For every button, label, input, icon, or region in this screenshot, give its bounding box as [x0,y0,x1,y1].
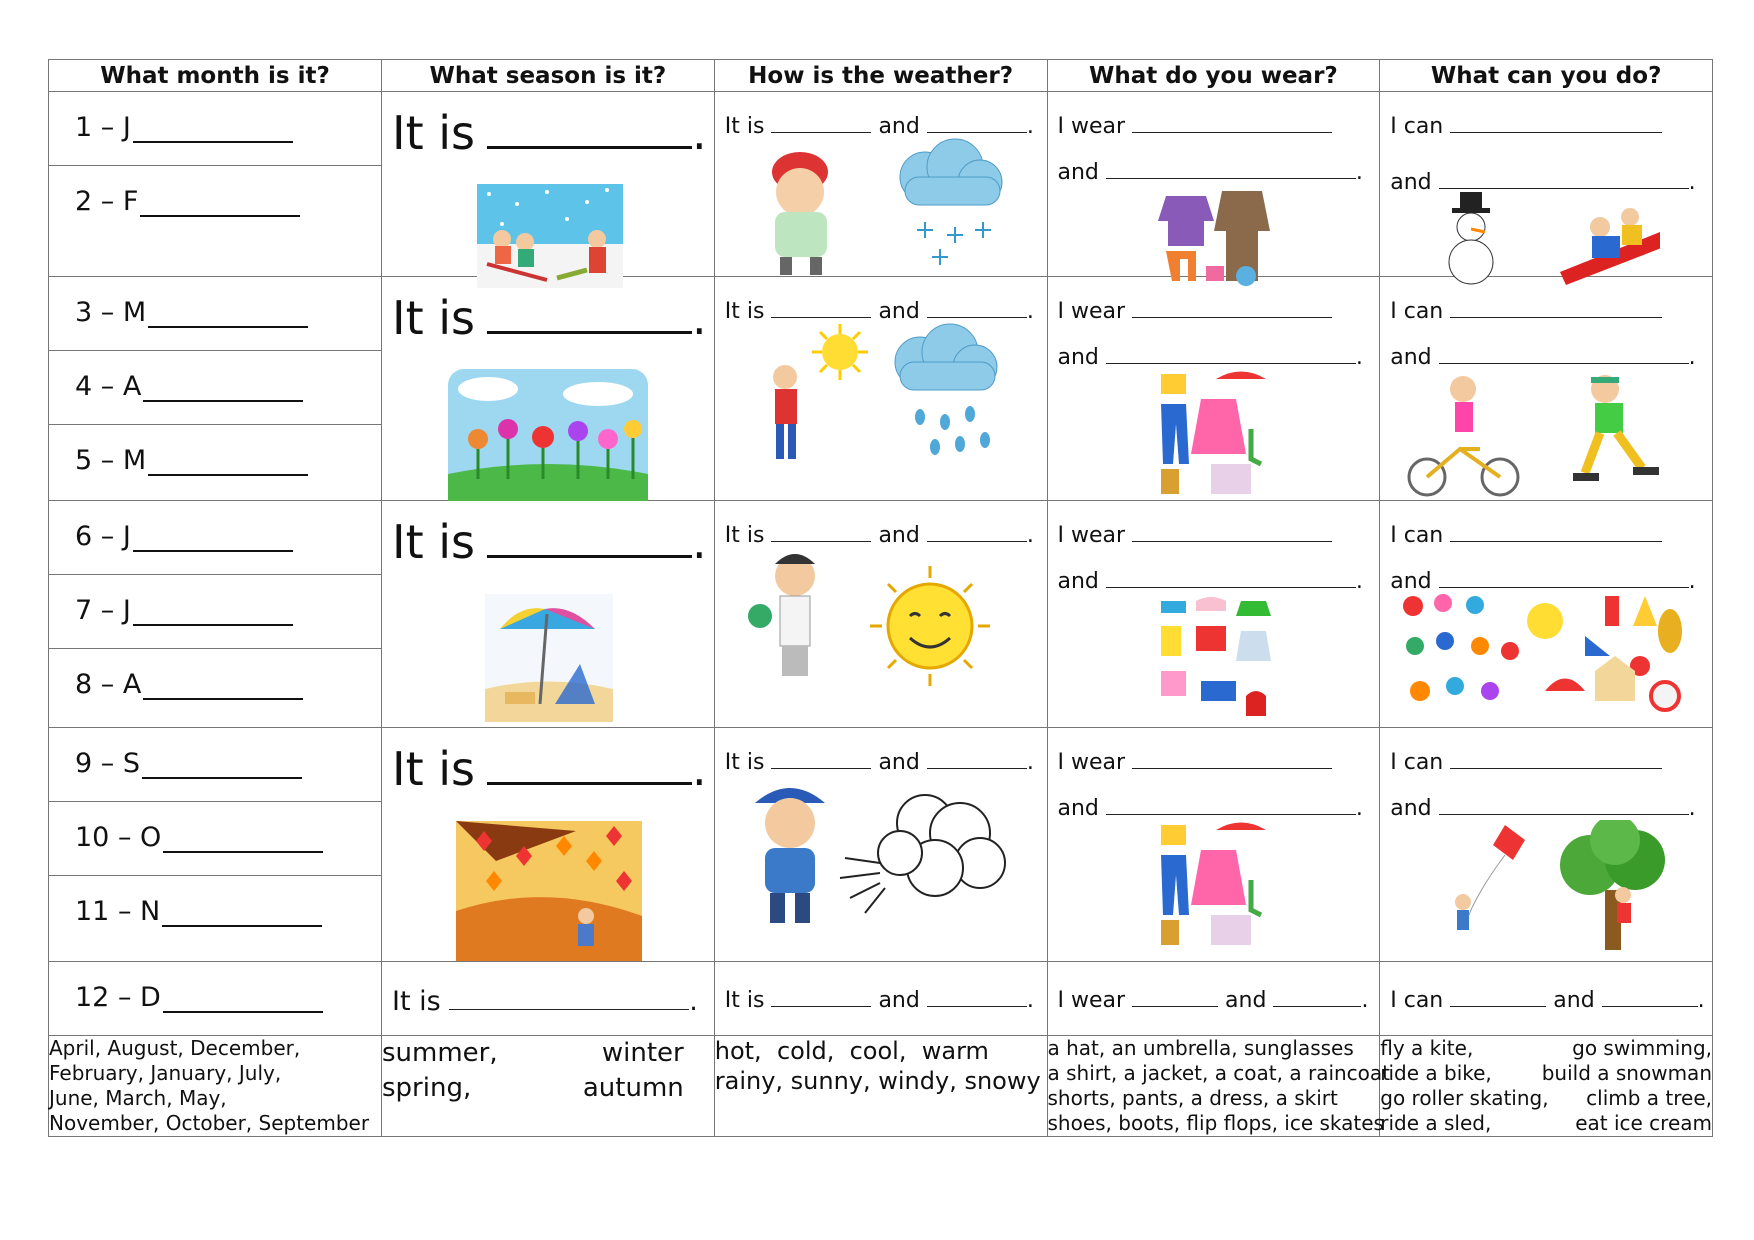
answer-line[interactable] [1273,986,1361,1007]
answer-line[interactable] [142,751,302,779]
season-cell-december: It is . [382,962,715,1036]
weather-cell-autumn: It is and . [714,728,1047,962]
answer-line[interactable] [1106,343,1356,364]
answer-line[interactable] [1132,748,1332,769]
activities-cell-autumn: I can and . [1380,728,1713,962]
cold-snow-picture [735,137,1005,277]
answer-line[interactable] [1106,567,1356,588]
answer-line[interactable] [487,146,692,149]
answer-line[interactable] [140,189,300,217]
month-cell[interactable] [49,962,382,1036]
autumn-leaves-picture [456,821,642,961]
season-cell-autumn: It is . [382,728,715,962]
cool-windy-picture [735,778,1010,938]
answer-line[interactable] [771,521,871,542]
answer-line[interactable] [927,521,1027,542]
header-weather: How is the weather? [714,60,1047,92]
winter-sledding-picture [477,184,623,288]
month-cell[interactable] [49,575,382,649]
it-is-label: It is [392,106,475,160]
answer-line[interactable] [163,985,323,1013]
month-label: 8 – A [75,669,142,700]
activities-cell-spring: I can and . [1380,277,1713,501]
answer-line[interactable] [148,448,308,476]
worksheet-table [48,59,1713,1137]
month-cell[interactable] [49,351,382,425]
answer-line[interactable] [1132,986,1218,1007]
answer-line[interactable] [143,672,303,700]
autumn-clothes-picture [1156,820,1276,950]
answer-line[interactable] [771,297,871,318]
answer-line[interactable] [487,331,692,334]
answer-line[interactable] [487,782,692,785]
answer-line[interactable] [1132,297,1332,318]
month-cell[interactable] [49,649,382,728]
month-label: 7 – J [75,595,131,626]
answer-line[interactable] [1439,567,1689,588]
month-label: 3 – M [75,297,147,328]
answer-line[interactable] [133,524,293,552]
answer-line[interactable] [1132,112,1332,133]
month-cell[interactable] [49,728,382,802]
summer-clothes-picture [1156,596,1276,726]
clothes-cell-autumn: I wear and . [1047,728,1380,962]
answer-line[interactable] [1450,986,1546,1007]
header-month: What month is it? [49,60,382,92]
answer-line[interactable] [1106,794,1356,815]
month-label: 4 – A [75,371,142,402]
answer-line[interactable] [1106,158,1356,179]
answer-line[interactable] [1132,521,1332,542]
answer-line[interactable] [1450,297,1662,318]
answer-line[interactable] [1450,748,1662,769]
bike-skating-picture [1405,369,1685,499]
rain-clothes-picture [1156,369,1276,499]
weather-cell-winter: It is and . [714,92,1047,277]
word-bank-row [49,1036,1713,1137]
answer-line[interactable] [927,112,1027,133]
month-label: 10 – O [75,822,162,853]
summer-items-picture [1395,591,1685,716]
answer-line[interactable] [133,115,293,143]
kite-tree-picture [1405,820,1685,950]
month-cell[interactable] [49,501,382,575]
month-label: 5 – M [75,445,147,476]
answer-line[interactable] [1439,794,1689,815]
answer-line[interactable] [163,825,323,853]
header-clothes: What do you wear? [1047,60,1380,92]
word-bank-activities: fly a kite, go swimming, ride a bike, build a snowman go roller skating, climb a tree, ride a sled, eat ice cream [1380,1036,1712,1135]
answer-line[interactable] [162,899,322,927]
answer-line[interactable] [927,297,1027,318]
it-is-label: It is [392,742,475,796]
weather-cell-summer: It is and . [714,501,1047,728]
answer-line[interactable] [133,598,293,626]
answer-line[interactable] [143,374,303,402]
month-cell[interactable] [49,277,382,351]
answer-line[interactable] [148,300,308,328]
summer-beach-picture [485,594,613,722]
clothes-cell-winter: I wear and . [1047,92,1380,277]
answer-line[interactable] [771,112,871,133]
weather-cell-spring: It is and . [714,277,1047,501]
month-label: 12 – D [75,982,161,1013]
clothes-cell-december: I wear and . [1047,962,1380,1036]
it-is-label: It is [392,291,475,345]
weather-cell-december: It is and . [714,962,1047,1036]
answer-line[interactable] [1439,168,1689,189]
month-label: 2 – F [75,186,139,217]
word-bank-seasons: summer, winter spring, autumn [382,1036,715,1137]
month-cell[interactable] [49,166,382,277]
answer-line[interactable] [1439,343,1689,364]
activities-cell-winter: I can and . [1380,92,1713,277]
spring-flowers-picture [448,369,648,501]
month-label: 11 – N [75,896,161,927]
header-season: What season is it? [382,60,715,92]
header-row [49,60,1713,92]
snowman-sled-picture [1430,192,1660,287]
answer-line[interactable] [771,748,871,769]
word-bank-months: April, August, December, February, January, July, June, March, May, November, October, September [49,1036,382,1137]
answer-line[interactable] [449,989,689,1010]
answer-line[interactable] [1450,112,1662,133]
answer-line[interactable] [1450,521,1662,542]
month-label: 6 – J [75,521,131,552]
word-bank-weather: hot, cold, cool, warm rainy, sunny, windy, snowy [714,1036,1047,1137]
month-label: 9 – S [75,748,140,779]
season-cell-summer: It is . [382,501,715,728]
activities-cell-december: I can and . [1380,962,1713,1036]
sunny-rainy-picture [730,322,1005,472]
answer-line[interactable] [1602,986,1698,1007]
answer-line[interactable] [771,986,871,1007]
season-cell-winter: It is . [382,92,715,277]
month-cell[interactable] [49,802,382,876]
month-cell[interactable] [49,92,382,166]
word-bank-clothes: a hat, an umbrella, sunglasses a shirt, a jacket, a coat, a raincoat shorts, pants, a dress, a skirt shoes, boots, flip flops, ice skates [1047,1036,1391,1135]
clothes-cell-spring: I wear and . [1047,277,1380,501]
answer-line[interactable] [927,986,1027,1007]
month-cell[interactable] [49,425,382,501]
it-is-label: It is [392,515,475,569]
clothes-cell-summer: I wear and . [1047,501,1380,728]
season-cell-spring: It is . [382,277,715,501]
activities-cell-summer: I can and . [1380,501,1713,728]
answer-line[interactable] [487,555,692,558]
hot-sunny-picture [730,546,1010,701]
header-activities: What can you do? [1380,60,1713,92]
answer-line[interactable] [927,748,1027,769]
winter-clothes-picture [1156,186,1276,286]
month-cell[interactable] [49,876,382,962]
month-label: 1 – J [75,112,131,143]
